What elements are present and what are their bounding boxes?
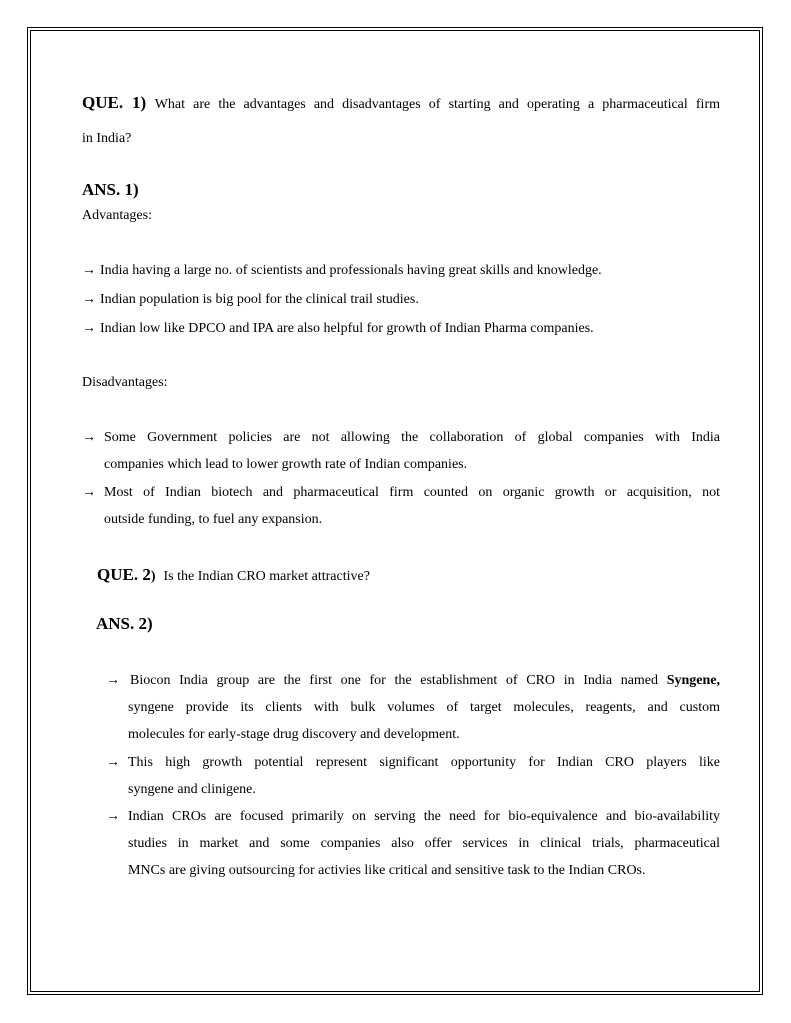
question-1-label: QUE. 1) [82,93,147,112]
answer-1-label: ANS. 1) [82,180,139,199]
advantage-item [82,321,594,337]
question-2-label: QUE. 2 [97,565,151,584]
question-2 [97,565,370,585]
answer-2-point-text-pre: Biocon India group are the first one for the establishment of CRO in India named [130,673,659,688]
advantage-text: India having a large no. of scientists and professionals having great skills and knowledge. [100,263,602,278]
disadvantages-heading: Disadvantages: [82,375,168,390]
answer-2-point-text [130,673,720,689]
answer-2-point [106,809,720,825]
disadvantage-item [82,430,720,446]
arrow-icon: → [82,321,96,336]
question-2-label-suffix: ) [150,569,156,584]
question-1 [82,93,720,113]
arrow-icon: → [82,263,96,278]
arrow-icon: → [106,673,120,688]
advantage-item [82,263,602,279]
answer-2-point-text: This high growth potential represent significant opportunity for Indian CRO players like [128,755,720,770]
arrow-icon: → [106,755,120,770]
answer-2-label: ANS. 2) [96,614,153,633]
advantages-heading: Advantages: [82,208,152,223]
answer-2-point-text-cont: molecules for early-stage drug discovery and development. [128,727,460,742]
arrow-icon: → [106,809,120,824]
answer-2-point [106,673,720,689]
answer-2-point-text-cont: studies in market and some companies also offer services in clinical trials, pharmaceutical [128,836,720,851]
question-2-text: Is the Indian CRO market attractive? [163,569,370,584]
disadvantage-text: Some Government policies are not allowing the collaboration of global companies with India [104,430,720,445]
answer-2-point [106,755,720,771]
syngene-bold: Syngene, [666,673,720,688]
answer-2-point-text-cont: MNCs are giving outsourcing for activies like critical and sensitive task to the Indian CROs. [128,863,646,878]
arrow-icon: → [82,485,96,500]
question-1-text-cont: in India? [82,131,132,146]
advantage-text: Indian population is big pool for the clinical trail studies. [100,292,419,307]
answer-2-point-text-cont: syngene and clinigene. [128,782,256,797]
disadvantage-text: Most of Indian biotech and pharmaceutical firm counted on organic growth or acquisition, not [104,485,720,500]
disadvantage-text-cont: companies which lead to lower growth rate of Indian companies. [104,457,468,472]
disadvantage-text-cont: outside funding, to fuel any expansion. [104,512,323,527]
question-1-text: What are the advantages and disadvantages of starting and operating a pharmaceutical firm [154,97,720,112]
disadvantage-item [82,485,720,501]
answer-2-point-text-cont: syngene provide its clients with bulk volumes of target molecules, reagents, and custom [128,700,720,715]
advantage-item [82,292,419,308]
answer-2-point-text: Indian CROs are focused primarily on serving the need for bio-equivalence and bio-availability [128,809,720,824]
arrow-icon: → [82,292,96,307]
advantage-text: Indian low like DPCO and IPA are also helpful for growth of Indian Pharma companies. [100,321,594,336]
arrow-icon: → [82,430,96,445]
